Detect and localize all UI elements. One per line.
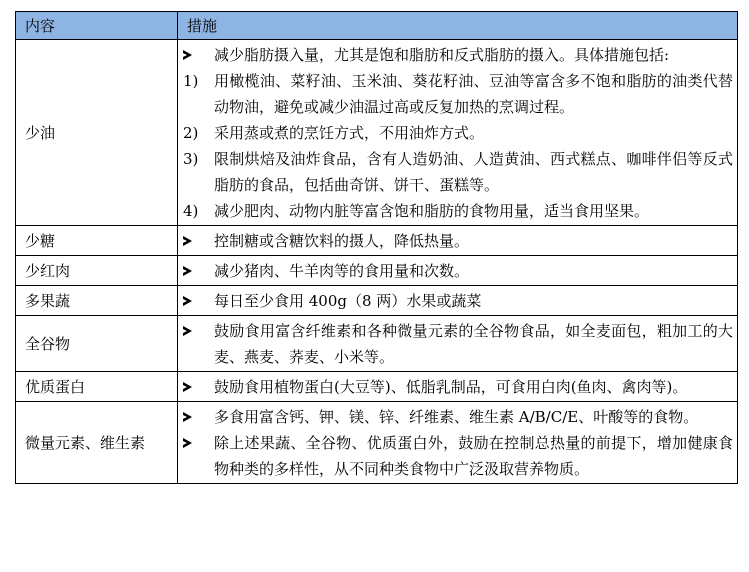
category-label: 微量元素、维生素 xyxy=(25,434,146,452)
measures-cell xyxy=(178,316,738,372)
table-body xyxy=(16,40,738,484)
category-label: 少糖 xyxy=(25,232,56,250)
category-label: 少红肉 xyxy=(25,262,71,280)
arrow-bullet-icon xyxy=(183,236,192,246)
list-item xyxy=(178,68,737,120)
list-number: 1) xyxy=(183,72,199,90)
list-item xyxy=(178,198,737,224)
measure-text: 用橄榄油、菜籽油、玉米油、葵花籽油、豆油等富含多不饱和脂肪的油类代替动物油，避免或减少油温过高或反复加热的烹调过程。 xyxy=(214,72,733,116)
category-cell xyxy=(16,286,178,316)
table-row xyxy=(16,256,738,286)
measure-text: 除上述果蔬、全谷物、优质蛋白外，鼓励在控制总热量的前提下，增加健康食物种类的多样性，从不同种类食物中广泛汲取营养物质。 xyxy=(214,434,733,478)
category-cell xyxy=(16,316,178,372)
diet-measures-table xyxy=(15,11,738,484)
measures-cell xyxy=(178,40,738,226)
arrow-bullet-icon xyxy=(183,296,192,306)
arrow-bullet-icon xyxy=(183,412,192,422)
measure-text: 鼓励食用植物蛋白(大豆等)、低脂乳制品，可食用白肉(鱼肉、禽肉等)。 xyxy=(214,378,688,396)
header-content-label: 内容 xyxy=(25,17,56,35)
arrow-bullet-icon xyxy=(183,382,192,392)
arrow-bullet-icon xyxy=(183,266,192,276)
table-row xyxy=(16,40,738,226)
list-item xyxy=(178,42,737,68)
measure-text: 减少脂肪摄入量，尤其是饱和脂肪和反式脂肪的摄入。具体措施包括: xyxy=(214,46,670,64)
list-item xyxy=(178,228,737,254)
arrow-bullet-icon xyxy=(183,438,192,448)
measure-text: 采用蒸或煮的烹饪方式，不用油炸方式。 xyxy=(214,124,485,142)
measures-cell xyxy=(178,256,738,286)
category-cell xyxy=(16,256,178,286)
category-label: 多果蔬 xyxy=(25,292,71,310)
list-item xyxy=(178,374,737,400)
measure-text: 减少猪肉、牛羊肉等的食用量和次数。 xyxy=(214,262,470,280)
table-row xyxy=(16,402,738,484)
header-measures-label: 措施 xyxy=(187,17,218,35)
table-row xyxy=(16,226,738,256)
measures-cell xyxy=(178,372,738,402)
category-label: 少油 xyxy=(25,124,56,142)
measures-cell xyxy=(178,286,738,316)
arrow-bullet-icon xyxy=(183,326,192,336)
category-cell xyxy=(16,402,178,484)
list-item xyxy=(178,318,737,370)
measure-text: 减少肥肉、动物内脏等富含饱和脂肪的食物用量，适当食用坚果。 xyxy=(214,202,650,220)
category-label: 全谷物 xyxy=(25,335,71,353)
header-measures xyxy=(178,12,738,40)
category-cell xyxy=(16,372,178,402)
list-number: 3) xyxy=(183,150,199,168)
category-cell xyxy=(16,226,178,256)
table-row xyxy=(16,286,738,316)
list-number: 4) xyxy=(183,202,199,220)
category-label: 优质蛋白 xyxy=(25,378,86,396)
list-item xyxy=(178,404,737,430)
table-row xyxy=(16,372,738,402)
list-item xyxy=(178,288,737,314)
measure-text: 鼓励食用富含纤维素和各种微量元素的全谷物食品，如全麦面包，粗加工的大麦、燕麦、荞麦、小米等。 xyxy=(214,322,733,366)
measure-text: 控制糖或含糖饮料的摄人，降低热量。 xyxy=(214,232,470,250)
list-item xyxy=(178,258,737,284)
list-item xyxy=(178,430,737,482)
list-item xyxy=(178,120,737,146)
arrow-bullet-icon xyxy=(183,50,192,60)
category-cell xyxy=(16,40,178,226)
table-row xyxy=(16,316,738,372)
header-content xyxy=(16,12,178,40)
measure-text: 多食用富含钙、钾、镁、锌、纤维素、维生素 A/B/C/E、叶酸等的食物。 xyxy=(214,408,699,426)
measure-text: 每日至少食用 400g（8 两）水果或蔬菜 xyxy=(214,292,482,310)
measure-text: 限制烘焙及油炸食品，含有人造奶油、人造黄油、西式糕点、咖啡伴侣等反式脂肪的食品，包括曲奇饼、饼干、蛋糕等。 xyxy=(214,150,733,194)
table-header-row xyxy=(16,12,738,40)
measures-cell xyxy=(178,402,738,484)
measures-cell xyxy=(178,226,738,256)
list-number: 2) xyxy=(183,124,199,142)
list-item xyxy=(178,146,737,198)
